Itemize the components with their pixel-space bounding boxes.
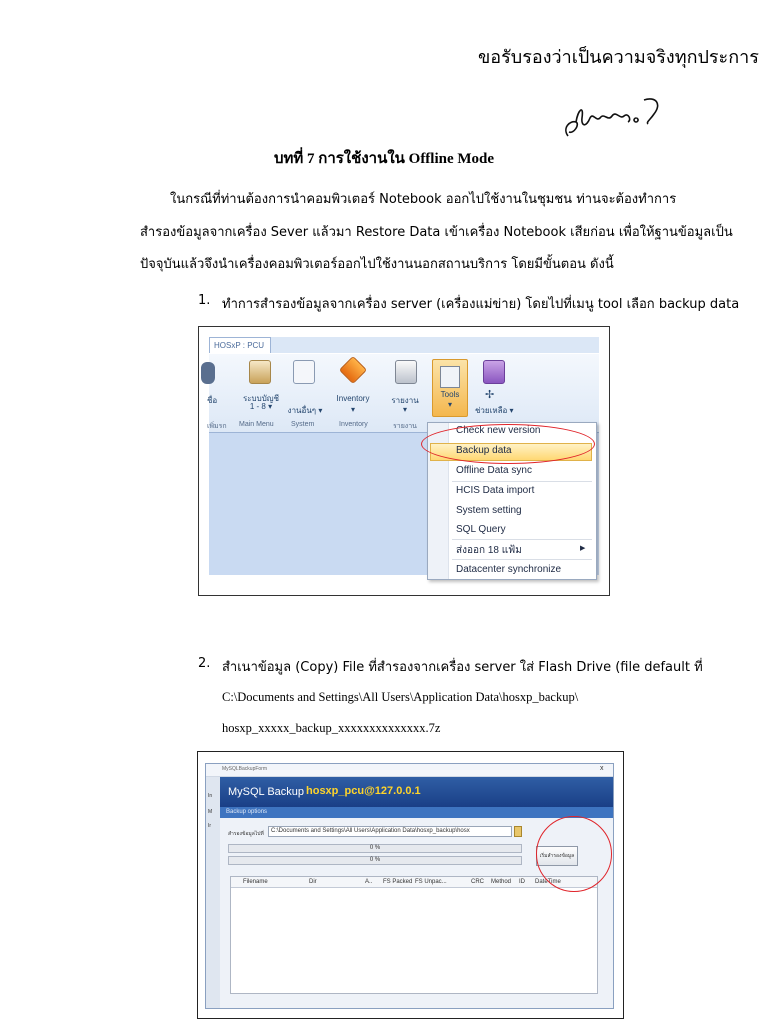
tab-hosxp-pcu[interactable]: HOSxP : PCU — [209, 337, 271, 353]
tools-icon — [440, 366, 460, 388]
step-1-number: 1. — [198, 293, 211, 308]
menu-item-datacenter-sync[interactable]: Datacenter synchronize — [456, 564, 562, 575]
menu-item-system-setting[interactable]: System setting — [456, 505, 522, 516]
move-icon: ✢ — [485, 389, 495, 401]
highlight-circle — [421, 424, 595, 464]
side-panel — [206, 777, 221, 1008]
banner-host: hosxp_pcu@127.0.0.1 — [306, 785, 421, 797]
partial-button-label[interactable]: ชื่อ — [207, 396, 218, 405]
group-label-main-menu: Main Menu — [239, 421, 274, 428]
highlight-circle — [536, 816, 612, 892]
windows-icon — [293, 360, 315, 384]
progress-bar-2 — [228, 856, 522, 865]
step-2-path-line-2: hosxp_xxxxx_backup_xxxxxxxxxxxxxx.7z — [222, 721, 441, 735]
tools-button[interactable] — [432, 359, 468, 417]
section-bar — [220, 807, 613, 818]
registry-button-sub[interactable]: 1 - 8 ▾ — [249, 402, 273, 411]
screenshot-tools-menu — [198, 326, 610, 596]
column-header[interactable]: DateTime — [535, 879, 561, 885]
step-2-path-line-1: C:\Documents and Settings\All Users\Application Data\hosxp_backup\ — [222, 690, 579, 704]
file-grid — [230, 876, 598, 994]
help-button-label[interactable]: ช่วยเหลือ ▾ — [475, 406, 514, 415]
report-button-label[interactable]: รายงาน — [391, 396, 419, 405]
path-label: สำรองข้อมูลไปที่ — [228, 831, 264, 837]
inventory-dropdown-icon: ▾ — [350, 405, 355, 414]
menu-item-check-version[interactable]: Check new version — [456, 425, 541, 436]
section-label: Backup options — [226, 809, 268, 815]
column-header[interactable]: Method — [491, 879, 512, 885]
menu-separator — [452, 539, 592, 540]
menu-item-offline-sync[interactable]: Offline Data sync — [456, 465, 532, 476]
step-2-number: 2. — [198, 656, 211, 671]
partial-icon — [201, 362, 215, 384]
banner-title: MySQL Backup — [228, 786, 305, 798]
group-label-system: System — [291, 421, 315, 428]
report-dropdown-icon: ▾ — [402, 405, 407, 414]
help-book-icon — [483, 360, 505, 384]
column-header[interactable]: A.. — [365, 879, 373, 885]
intro-line-1: ในกรณีที่ท่านต้องการนำคอมพิวเตอร์ Notebook ออกไปใช้งานในชุมชน ท่านจะต้องทำการ — [170, 192, 677, 207]
column-header[interactable]: Dir — [309, 879, 317, 885]
step-2-text: สำเนาข้อมูล (Copy) File ที่สำรองจากเครื่อง server ใส่ Flash Drive (file default ที่ — [222, 660, 703, 675]
certification-statement: ขอรับรองว่าเป็นความจริงทุกประการ — [478, 47, 759, 68]
group-label-report: รายงาน — [393, 423, 417, 430]
intro-line-2: สำรองข้อมูลจากเครื่อง Sever แล้วมา Restore Data เข้าเครื่อง Notebook เสียก่อน เพื่อให้ฐานข้อมูลเป็น — [140, 225, 733, 240]
registry-icon — [249, 360, 271, 384]
inventory-icon — [339, 356, 367, 384]
chapter-title: บทที่ 7 การใช้งานใน Offline Mode — [273, 151, 495, 167]
other-button-label[interactable]: งานอื่นๆ ▾ — [287, 406, 323, 415]
menu-separator — [452, 559, 592, 560]
menu-item-export-18[interactable]: ส่งออก 18 แฟ้ม — [456, 545, 522, 556]
close-icon[interactable]: x — [600, 765, 604, 772]
tools-button-label: Tools — [440, 390, 460, 399]
menu-separator — [452, 481, 592, 482]
side-label: In — [208, 793, 213, 799]
intro-line-3: ปัจจุบันแล้วจึงนำเครื่องคอมพิวเตอร์ออกไปใช้งานนอกสถานบริการ โดยมีขั้นตอน ดังนี้ — [140, 257, 614, 272]
column-header[interactable]: ID — [519, 879, 525, 885]
start-backup-button[interactable]: เริ่มสำรองข้อมูล — [536, 846, 578, 866]
menu-item-sql-query[interactable]: SQL Query — [456, 524, 506, 535]
submenu-arrow-icon: ▶ — [580, 545, 586, 552]
registry-button-label[interactable]: ระบบบัญชี — [242, 394, 280, 403]
column-header[interactable]: FS Unpac... — [415, 879, 447, 885]
partial-group-label: เพิ่มรก — [207, 423, 227, 430]
window-title: MySQLBackupForm — [222, 766, 268, 772]
progress-text-1: 0 % — [369, 845, 381, 851]
inventory-button-label[interactable]: Inventory — [336, 394, 370, 403]
progress-text-2: 0 % — [369, 857, 381, 863]
column-header[interactable]: Filename — [243, 879, 268, 885]
tools-dropdown-icon: ▾ — [447, 400, 452, 409]
group-label-inventory: Inventory — [339, 421, 368, 428]
backup-path-input[interactable]: C:\Documents and Settings\All Users\Application Data\hosxp_backup\hosx — [268, 826, 512, 837]
side-label: M — [208, 809, 213, 815]
banner — [220, 777, 613, 807]
column-header[interactable]: CRC — [471, 879, 484, 885]
window-titlebar — [206, 764, 613, 777]
side-label: Ir — [208, 823, 212, 829]
browse-folder-icon[interactable] — [514, 826, 522, 837]
progress-bar-1 — [228, 844, 522, 853]
printer-icon — [395, 360, 417, 384]
menu-item-hcis-import[interactable]: HCIS Data import — [456, 485, 535, 496]
screenshot-mysql-backup — [197, 751, 624, 1019]
column-header[interactable]: FS Packed — [383, 879, 413, 885]
menu-item-backup-data[interactable]: Backup data — [456, 445, 512, 456]
step-1-text: ทำการสำรองข้อมูลจากเครื่อง server (เครื่องแม่ข่าย) โดยไปที่เมนู tool เลือก backup data — [222, 297, 740, 312]
signature — [560, 92, 670, 147]
